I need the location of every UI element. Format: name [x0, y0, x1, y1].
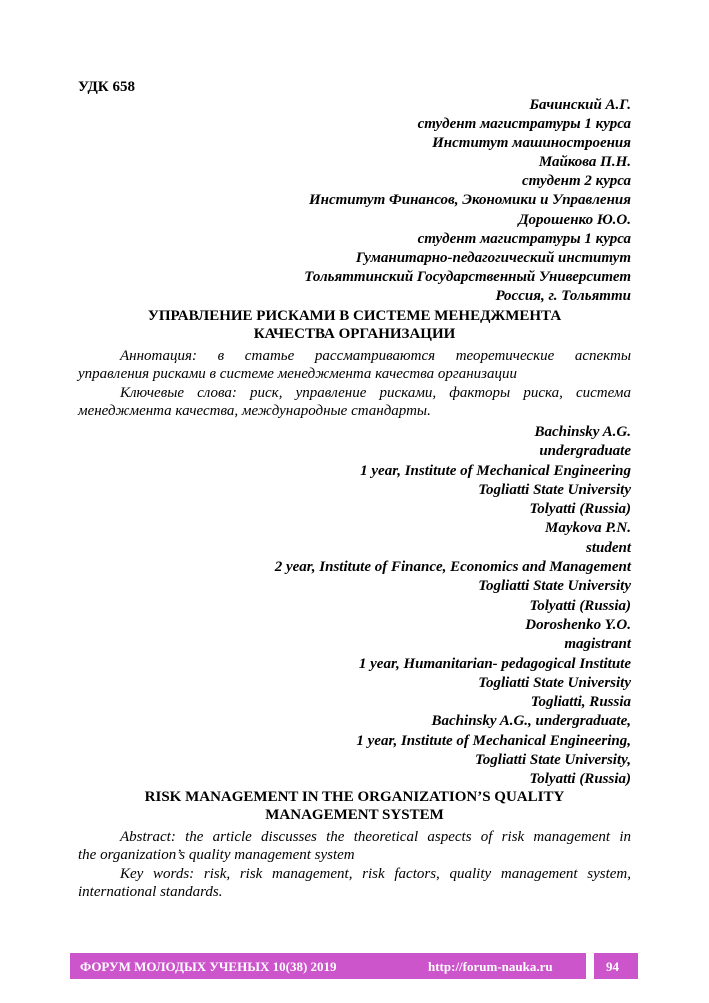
en-author-line: magistrant — [564, 636, 631, 653]
en-author-line: Togliatti State University — [478, 674, 631, 691]
en-author-line: Maykova P.N. — [545, 520, 631, 537]
ru-author-line: студент магистратуры 1 курса — [417, 230, 631, 247]
footer-separator — [586, 953, 594, 979]
keywords-en-line: international standards. — [78, 884, 223, 900]
en-author-block — [78, 423, 631, 790]
annotation-ru — [78, 347, 631, 383]
ru-author-line: Майкова П.Н. — [538, 154, 631, 171]
ru-author-line: Бачинский А.Г. — [529, 97, 631, 113]
ru-author-block — [78, 96, 631, 306]
en-author-line: student — [585, 539, 631, 556]
ru-author-line: Институт машиностроения — [432, 135, 631, 152]
annotation-ru-line: Аннотация: в статье рассматриваются теоретические аспекты — [120, 348, 631, 364]
en-author-line: 1 year, Institute of Mechanical Engineering — [360, 462, 631, 479]
ru-author-line: студент магистратуры 1 курса — [417, 116, 631, 133]
title-ru-line: КАЧЕСТВА ОРГАНИЗАЦИИ — [253, 326, 456, 342]
en-author-line: Tolyatti (Russia) — [529, 771, 631, 788]
en-author-line: Togliatti, Russia — [530, 694, 631, 711]
en-author-line: Bachinsky A.G., undergraduate, — [431, 713, 631, 730]
en-author-line: 1 year, Humanitarian- pedagogical Institute — [358, 655, 631, 672]
abstract-en — [78, 828, 631, 864]
en-author-line: Togliatti State University, — [475, 752, 631, 769]
en-author-line: Bachinsky A.G. — [534, 424, 631, 440]
page-number: 94 — [606, 959, 619, 974]
udc-code: УДК 658 — [78, 79, 135, 95]
en-author-line: Doroshenko Y.O. — [525, 616, 631, 633]
ru-author-line: Институт Финансов, Экономики и Управления — [308, 192, 631, 209]
keywords-ru — [78, 384, 631, 420]
ru-author-line: Гуманитарно-педагогический институт — [355, 249, 631, 266]
title-ru-line: УПРАВЛЕНИЕ РИСКАМИ В СИСТЕМЕ МЕНЕДЖМЕНТА — [147, 308, 562, 324]
en-author-line: 1 year, Institute of Mechanical Engineering, — [356, 732, 631, 749]
en-author-line: Togliatti State University — [478, 481, 631, 498]
annotation-ru-line: управления рисками в системе менеджмента качества организации — [78, 366, 517, 382]
keywords-en-line: Key words: risk, risk management, risk factors, quality management system, — [120, 866, 631, 882]
title-en-line: MANAGEMENT SYSTEM — [265, 807, 444, 823]
en-author-line: Tolyatti (Russia) — [529, 597, 631, 614]
abstract-en-line: Abstract: the article discusses the theoretical aspects of risk management in — [120, 829, 631, 845]
ru-author-line: Тольяттинский Государственный Университет — [304, 268, 631, 285]
keywords-ru-line: Ключевые слова: риск, управление рисками, факторы риска, система — [120, 385, 631, 401]
title-en-line: RISK MANAGEMENT IN THE ORGANIZATION’S QUALITY — [144, 789, 565, 805]
abstract-en-line: the organization’s quality management system — [78, 847, 355, 863]
en-author-line: Togliatti State University — [478, 578, 631, 595]
en-author-line: undergraduate — [539, 443, 631, 460]
ru-author-line: студент 2 курса — [522, 173, 631, 190]
footer-url-link[interactable]: http://forum-nauka.ru — [428, 959, 553, 974]
en-author-line: 2 year, Institute of Finance, Economics and Management — [274, 559, 631, 576]
ru-author-line: Россия, г. Тольятти — [495, 287, 631, 304]
keywords-en — [78, 865, 631, 901]
article-title-en — [78, 788, 631, 824]
keywords-ru-line: менеджмента качества, международные стандарты. — [78, 403, 431, 419]
page-footer — [70, 953, 638, 979]
article-title-ru — [78, 307, 631, 343]
ru-author-line: Дорошенко Ю.О. — [518, 211, 631, 228]
footer-journal-name: ФОРУМ МОЛОДЫХ УЧЕНЫХ 10(38) 2019 — [80, 959, 337, 974]
en-author-line: Tolyatti (Russia) — [529, 501, 631, 518]
